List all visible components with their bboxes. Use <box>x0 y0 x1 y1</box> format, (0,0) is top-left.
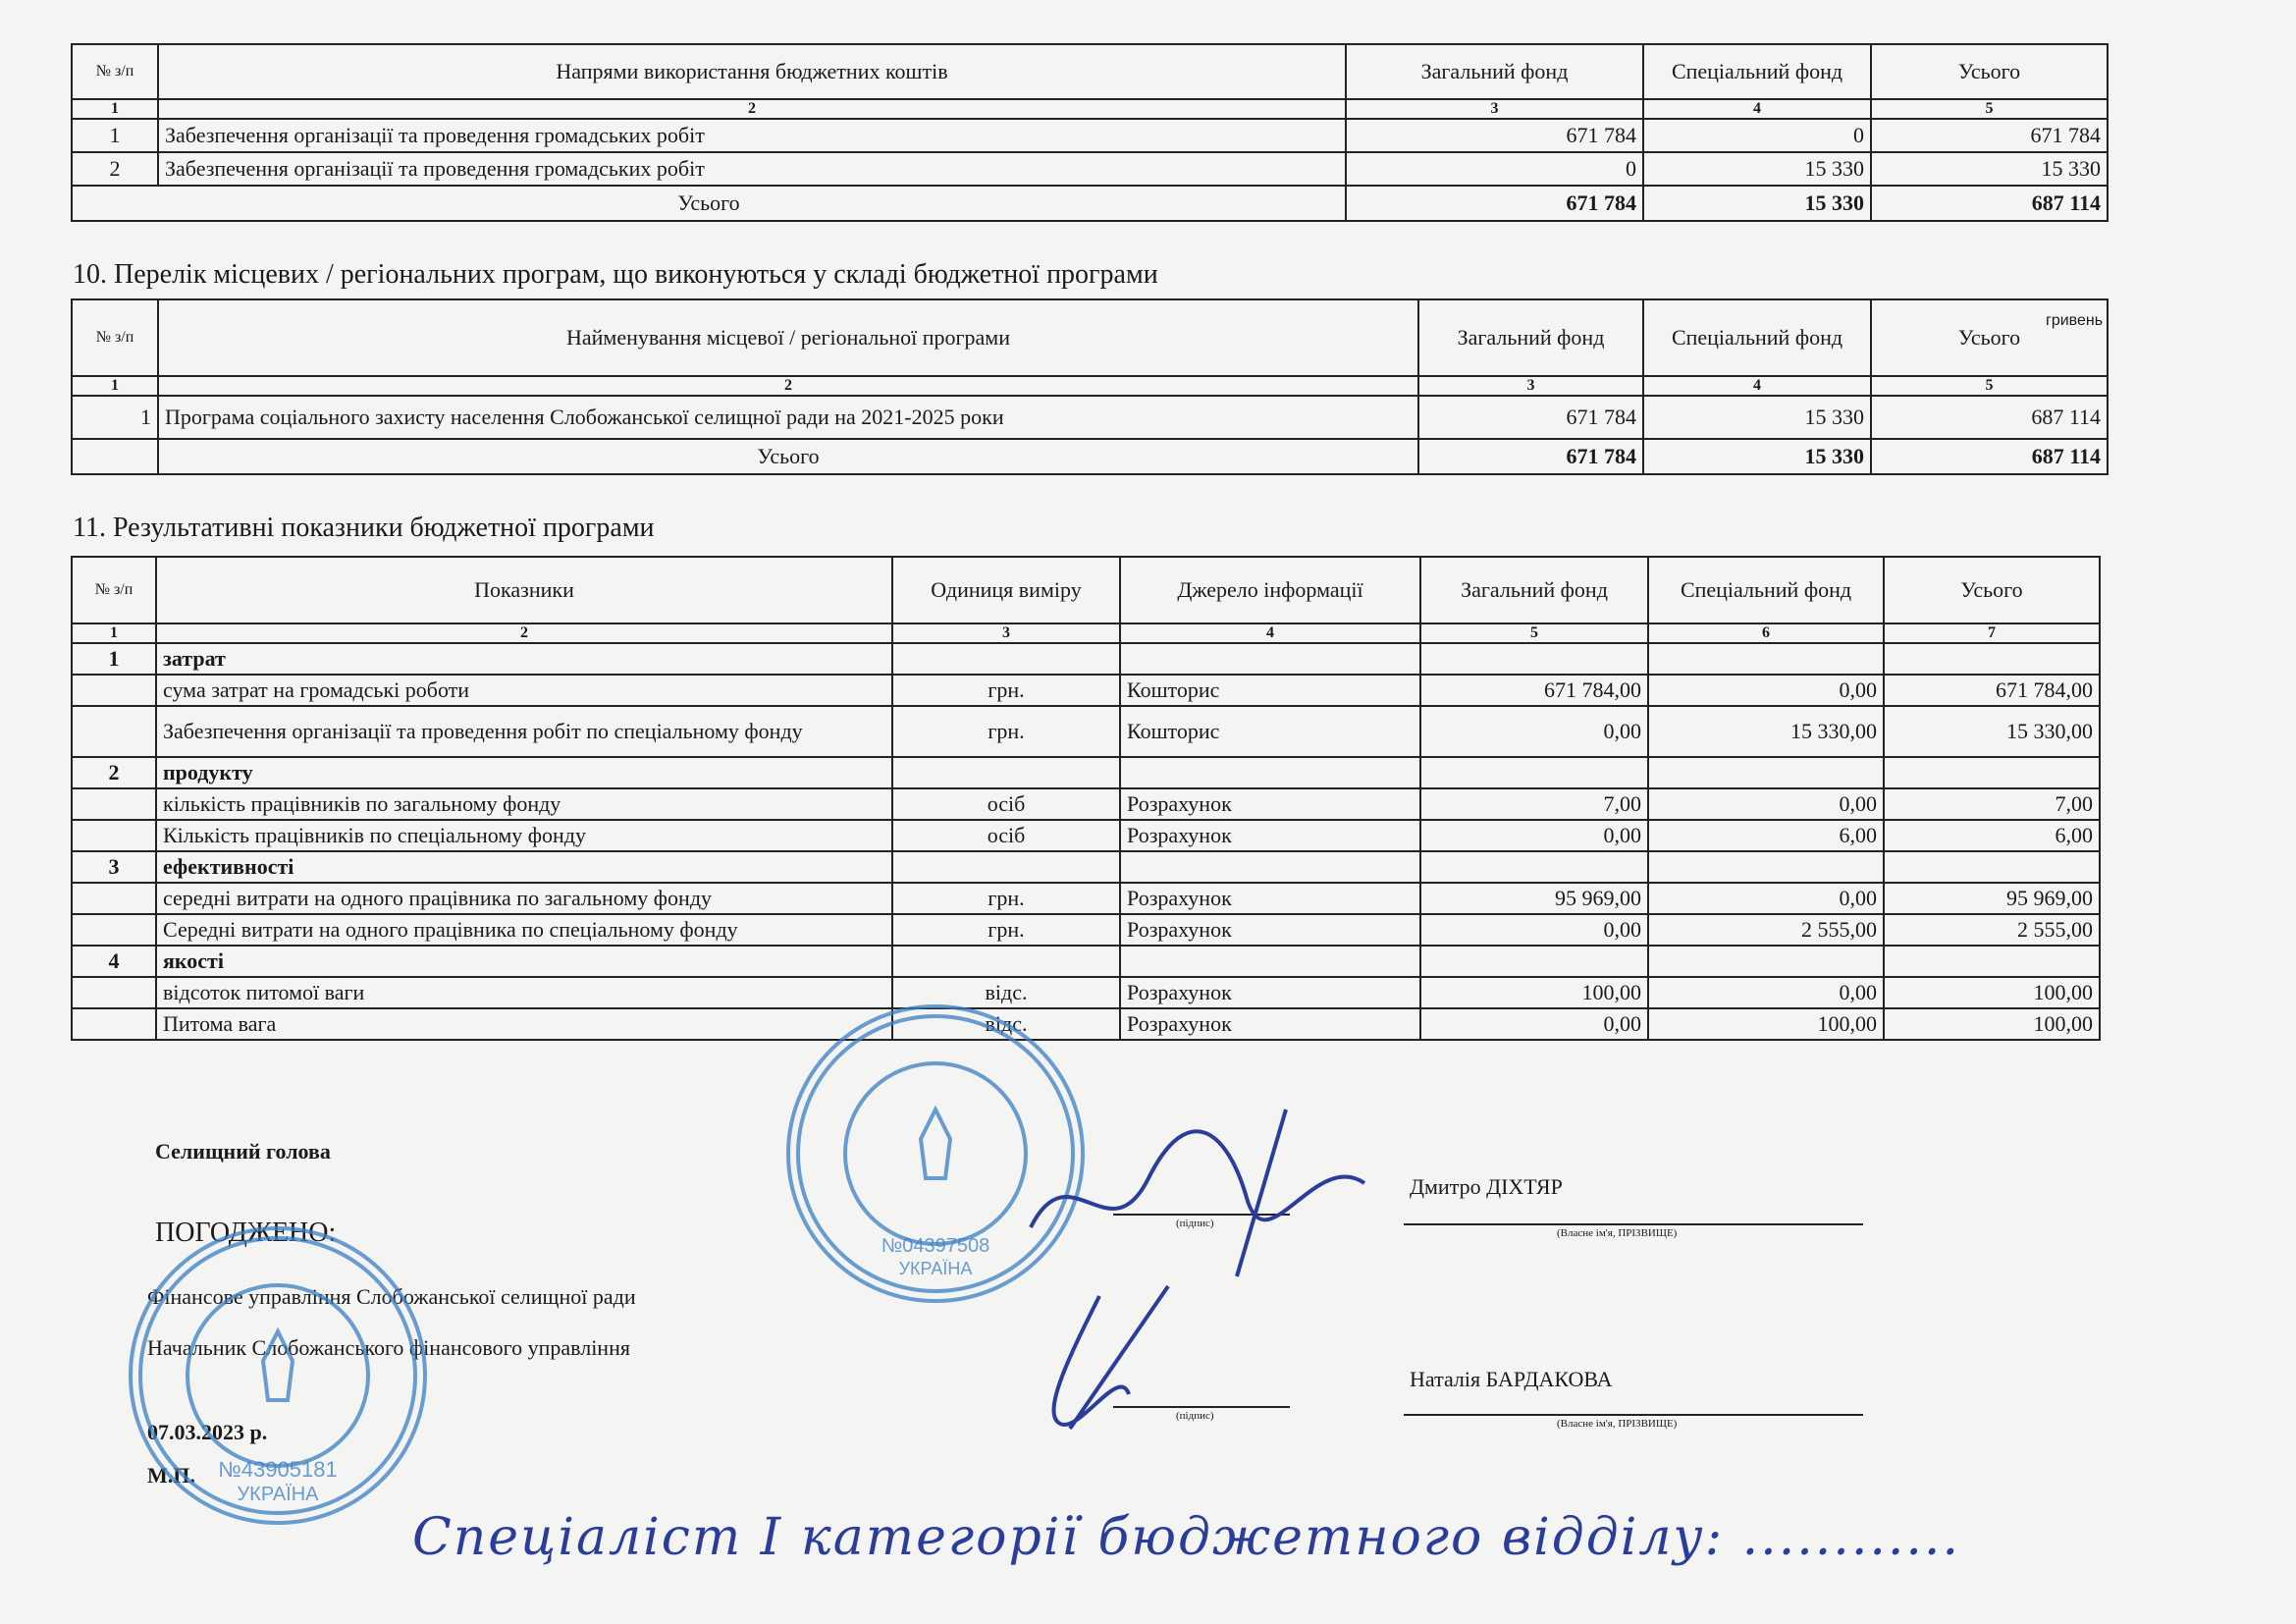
group-row <box>72 946 2100 977</box>
indicator-unit: відс. <box>892 977 1120 1008</box>
indicator-source: Розрахунок <box>1120 788 1420 820</box>
row-general: 671 784 <box>1418 396 1643 439</box>
header-source: Джерело інформації <box>1120 557 1420 623</box>
row-number: 1 <box>72 396 158 439</box>
performance-indicators-table <box>71 556 2101 1041</box>
header-special-fund: Спеціальний фонд <box>1643 299 1871 376</box>
total-row <box>72 186 2108 221</box>
indicator-name: Забезпечення організації та проведення робіт по спеціальному фонду <box>156 706 892 757</box>
col-number: 5 <box>1871 99 2108 119</box>
row-name: Забезпечення організації та проведення громадських робіт <box>158 119 1346 152</box>
indicator-special: 0,00 <box>1648 675 1884 706</box>
stamp1-number: №04397508 <box>881 1235 990 1257</box>
row-number: 2 <box>72 152 158 186</box>
agreed-label: ПОГОДЖЕНО: <box>155 1218 337 1248</box>
table-row <box>72 119 2108 152</box>
table-row <box>72 706 2100 757</box>
agreed-name: Наталія БАРДАКОВА <box>1410 1367 1613 1391</box>
row-special: 0 <box>1643 119 1871 152</box>
indicator-source: Розрахунок <box>1120 1008 1420 1040</box>
group-name: якості <box>156 946 892 977</box>
head-title: Селищний голова <box>155 1139 331 1164</box>
handwritten-note: Спеціаліст І категорії бюджетного відділу: ............ <box>412 1508 1960 1567</box>
agreed-name-line <box>1404 1414 1863 1416</box>
row-name: Програма соціального захисту населення Слобожанської селищної ради на 2021-2025 роки <box>158 396 1418 439</box>
col-number: 1 <box>72 376 158 396</box>
indicator-unit: осіб <box>892 788 1120 820</box>
indicator-general: 0,00 <box>1420 820 1648 851</box>
head-name: Дмитро ДІХТЯР <box>1410 1174 1563 1199</box>
header-number: № з/п <box>72 44 158 99</box>
group-row <box>72 851 2100 883</box>
row-special: 15 330 <box>1643 396 1871 439</box>
indicator-general: 7,00 <box>1420 788 1648 820</box>
indicator-total: 15 330,00 <box>1884 706 2100 757</box>
header-special-fund: Спеціальний фонд <box>1648 557 1884 623</box>
total-label: Усього <box>72 186 1346 221</box>
col-number: 1 <box>72 623 156 643</box>
indicator-name: відсоток питомої ваги <box>156 977 892 1008</box>
indicator-general: 100,00 <box>1420 977 1648 1008</box>
table-row <box>72 396 2108 439</box>
indicator-name: Середні витрати на одного працівника по спеціальному фонду <box>156 914 892 946</box>
indicator-unit: осіб <box>892 820 1120 851</box>
section-11-title: 11. Результативні показники бюджетної програми <box>73 513 655 543</box>
indicator-name: Кількість працівників по спеціальному фонду <box>156 820 892 851</box>
header-unit: Одиниця виміру <box>892 557 1120 623</box>
agreed-name-caption: (Власне ім'я, ПРІЗВИЩЕ) <box>1557 1418 1678 1430</box>
indicator-name: сума затрат на громадські роботи <box>156 675 892 706</box>
budget-directions-table <box>71 43 2109 222</box>
row-number: 1 <box>72 119 158 152</box>
indicator-unit: грн. <box>892 883 1120 914</box>
row-general: 671 784 <box>1346 119 1643 152</box>
indicator-general: 671 784,00 <box>1420 675 1648 706</box>
row-total: 687 114 <box>1871 396 2108 439</box>
row-total: 15 330 <box>1871 152 2108 186</box>
total-total: 687 114 <box>1871 439 2108 474</box>
head-name-caption: (Власне ім'я, ПРІЗВИЩЕ) <box>1557 1227 1678 1239</box>
indicator-total: 7,00 <box>1884 788 2100 820</box>
group-number: 1 <box>72 643 156 675</box>
indicator-total: 2 555,00 <box>1884 914 2100 946</box>
group-name: ефективності <box>156 851 892 883</box>
table-row <box>72 820 2100 851</box>
indicator-source: Розрахунок <box>1120 820 1420 851</box>
header-directions: Напрями використання бюджетних коштів <box>158 44 1346 99</box>
row-name: Забезпечення організації та проведення громадських робіт <box>158 152 1346 186</box>
col-number: 1 <box>72 99 158 119</box>
row-special: 15 330 <box>1643 152 1871 186</box>
col-number: 7 <box>1884 623 2100 643</box>
total-general: 671 784 <box>1418 439 1643 474</box>
header-general-fund: Загальний фонд <box>1346 44 1643 99</box>
agreed-signature-scribble <box>923 1276 1256 1434</box>
header-number: № з/п <box>72 557 156 623</box>
section-10-title: 10. Перелік місцевих / регіональних програм, що виконуються у складі бюджетної програми <box>73 259 1158 290</box>
col-number: 2 <box>156 623 892 643</box>
col-number: 3 <box>892 623 1120 643</box>
indicator-unit: грн. <box>892 914 1120 946</box>
stamp2-country: УКРАЇНА <box>237 1484 319 1505</box>
total-label: Усього <box>158 439 1418 474</box>
row-general: 0 <box>1346 152 1643 186</box>
header-total: Усього <box>1871 44 2108 99</box>
indicator-unit: грн. <box>892 706 1120 757</box>
agreed-signature-caption: (підпис) <box>1176 1410 1214 1422</box>
group-row <box>72 757 2100 788</box>
col-number: 4 <box>1643 99 1871 119</box>
indicator-source: Розрахунок <box>1120 883 1420 914</box>
indicator-special: 0,00 <box>1648 977 1884 1008</box>
indicator-general: 0,00 <box>1420 1008 1648 1040</box>
group-number: 2 <box>72 757 156 788</box>
header-indicators: Показники <box>156 557 892 623</box>
table-row <box>72 914 2100 946</box>
indicator-special: 0,00 <box>1648 788 1884 820</box>
indicator-source: Розрахунок <box>1120 977 1420 1008</box>
stamp1-country: УКРАЇНА <box>898 1259 973 1278</box>
header-number: № з/п <box>72 299 158 376</box>
table-row <box>72 675 2100 706</box>
row-total: 671 784 <box>1871 119 2108 152</box>
finance-seal-stamp <box>116 1214 440 1538</box>
header-special-fund: Спеціальний фонд <box>1643 44 1871 99</box>
table-row <box>72 152 2108 186</box>
indicator-source: Розрахунок <box>1120 914 1420 946</box>
indicator-name: кількість працівників по загальному фонду <box>156 788 892 820</box>
total-special: 15 330 <box>1643 439 1871 474</box>
group-name: продукту <box>156 757 892 788</box>
group-name: затрат <box>156 643 892 675</box>
indicator-unit: відс. <box>892 1008 1120 1040</box>
group-row <box>72 643 2100 675</box>
local-programs-table <box>71 298 2109 475</box>
col-number: 3 <box>1418 376 1643 396</box>
indicator-general: 95 969,00 <box>1420 883 1648 914</box>
col-number: 5 <box>1420 623 1648 643</box>
total-general: 671 784 <box>1346 186 1643 221</box>
indicator-source: Кошторис <box>1120 706 1420 757</box>
indicator-general: 0,00 <box>1420 914 1648 946</box>
indicator-unit: грн. <box>892 675 1120 706</box>
indicator-special: 6,00 <box>1648 820 1884 851</box>
table-row <box>72 788 2100 820</box>
head-signature-caption: (підпис) <box>1176 1218 1214 1229</box>
unit-note: гривень <box>2046 312 2104 329</box>
col-number: 4 <box>1643 376 1871 396</box>
head-signature-scribble <box>991 1090 1404 1286</box>
group-number: 4 <box>72 946 156 977</box>
indicator-total: 100,00 <box>1884 977 2100 1008</box>
total-special: 15 330 <box>1643 186 1871 221</box>
seal-place: М.П. <box>147 1463 195 1488</box>
agreed-position: Начальник Слобожанського фінансового управління <box>147 1335 630 1360</box>
indicator-special: 2 555,00 <box>1648 914 1884 946</box>
group-number: 3 <box>72 851 156 883</box>
agreed-organization: Фінансове управління Слобожанської селищної ради <box>147 1284 636 1309</box>
indicator-special: 15 330,00 <box>1648 706 1884 757</box>
col-number: 3 <box>1346 99 1643 119</box>
indicator-special: 100,00 <box>1648 1008 1884 1040</box>
stamp2-number: №43905181 <box>218 1457 338 1482</box>
indicator-source: Кошторис <box>1120 675 1420 706</box>
header-total: Усього <box>1884 557 2100 623</box>
indicator-total: 95 969,00 <box>1884 883 2100 914</box>
total-row <box>72 439 2108 474</box>
total-total: 687 114 <box>1871 186 2108 221</box>
head-name-line <box>1404 1223 1863 1225</box>
indicator-general: 0,00 <box>1420 706 1648 757</box>
header-total: Усього <box>1871 299 2108 376</box>
indicator-total: 671 784,00 <box>1884 675 2100 706</box>
header-general-fund: Загальний фонд <box>1420 557 1648 623</box>
indicator-total: 100,00 <box>1884 1008 2100 1040</box>
col-number: 2 <box>158 376 1418 396</box>
table-row <box>72 883 2100 914</box>
indicator-name: середні витрати на одного працівника по загальному фонду <box>156 883 892 914</box>
col-number: 6 <box>1648 623 1884 643</box>
header-general-fund: Загальний фонд <box>1418 299 1643 376</box>
indicator-total: 6,00 <box>1884 820 2100 851</box>
header-program-name: Найменування місцевої / регіональної програми <box>158 299 1418 376</box>
col-number: 5 <box>1871 376 2108 396</box>
indicator-name: Питома вага <box>156 1008 892 1040</box>
agreed-date: 07.03.2023 р. <box>147 1420 268 1444</box>
indicator-special: 0,00 <box>1648 883 1884 914</box>
col-number: 2 <box>158 99 1346 119</box>
col-number: 4 <box>1120 623 1420 643</box>
